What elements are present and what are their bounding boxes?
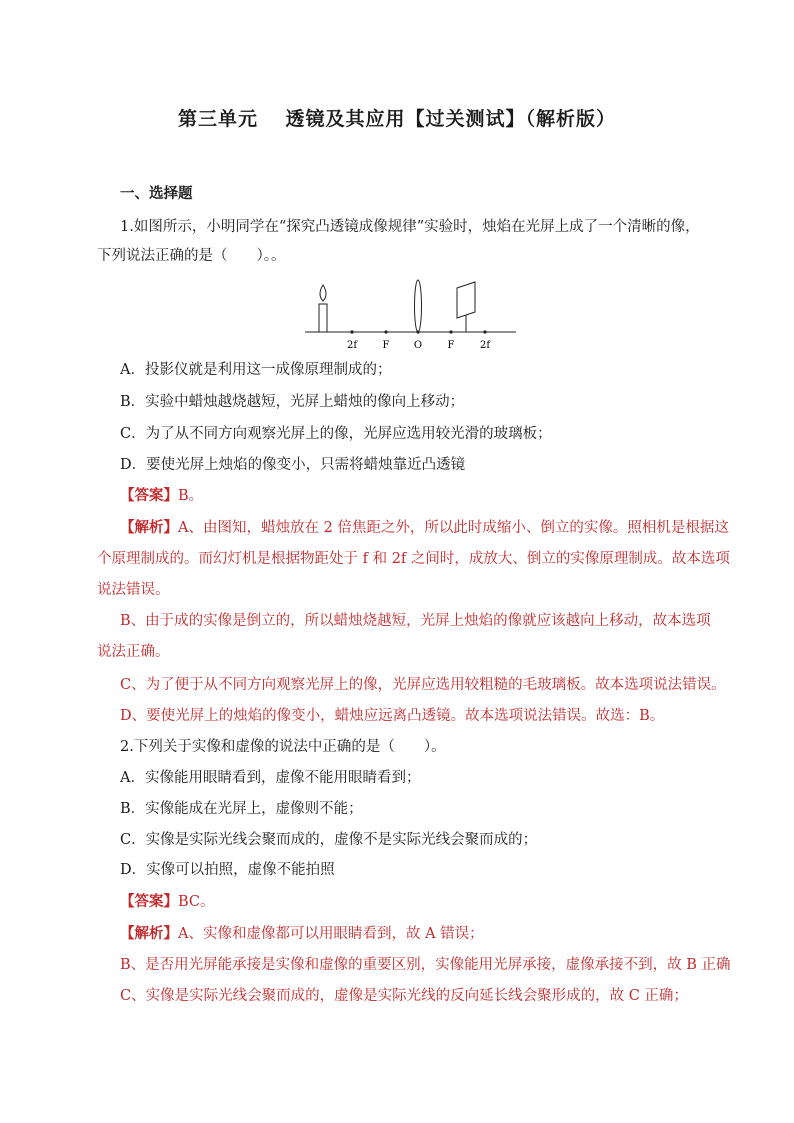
point-f-right <box>449 330 452 333</box>
q1-stem-line-1: 1.如图所示，小明同学在“探究凸透镜成像规律”实验时，烛焰在光屏上成了一个清晰的像， <box>120 219 700 235</box>
answer-value: B。 <box>178 488 204 504</box>
convex-lens-experiment-diagram <box>300 275 520 355</box>
section-heading: 一、选择题 <box>120 185 193 202</box>
analysis-text: A、由图知，蜡烛放在 2 倍焦距之外，所以此时成缩小、倒立的实像。照相机是根据这 <box>178 520 729 536</box>
label-2f-right: 2f <box>479 340 491 351</box>
point-f-left <box>384 330 387 333</box>
convex-lens <box>415 280 422 332</box>
light-screen <box>457 282 475 318</box>
label-f-right: F <box>447 340 455 351</box>
answer-tag: 【答案】 <box>120 487 178 504</box>
q2-option-b: B．实像能成在光屏上，虚像则不能； <box>120 801 363 817</box>
analysis-tag: 【解析】 <box>120 519 178 536</box>
label-o: O <box>413 340 423 351</box>
q1-analysis-a-line-2: 个原理制成的。而幻灯机是根据物距处于 f 和 2f 之间时，成放大、倒立的实像原理制成。故本选项 <box>97 551 730 567</box>
q2-stem: 2.下列关于实像和虚像的说法中正确的是（ ）。 <box>120 739 446 755</box>
q1-option-a: A．投影仪就是利用这一成像原理制成的； <box>120 362 392 378</box>
q1-analysis-d: D、要使光屏上的烛焰的像变小，蜡烛应远离凸透镜。故本选项说法错误。故选：B。 <box>120 708 665 724</box>
q1-analysis-b-line-2: 说法正确。 <box>97 644 170 660</box>
candle <box>319 304 327 332</box>
label-2f-left: 2f <box>346 340 358 351</box>
q1-analysis-c: C、为了便于从不同方向观察光屏上的像，光屏应选用较粗糙的毛玻璃板。故本选项说法错误。 <box>120 677 726 693</box>
page-title: 第三单元 透镜及其应用【过关测试】（解析版） <box>177 108 617 130</box>
q1-analysis-a-line-1 <box>120 518 729 538</box>
q2-answer <box>120 892 215 912</box>
q2-option-c: C．实像是实际光线会聚而成的，虚像不是实际光线会聚而成的； <box>120 832 538 848</box>
q1-option-d: D．要使光屏上烛焰的像变小，只需将蜡烛靠近凸透镜 <box>120 457 466 473</box>
q2-analysis-b: B、是否用光屏能承接是实像和虚像的重要区别，实像能用光屏承接，虚像承接不到，故 B 正确 <box>120 957 731 973</box>
analysis-text: A、实像和虚像都可以用眼睛看到，故 A 错误； <box>178 926 484 942</box>
q1-stem-line-2: 下列说法正确的是（ ）。。 <box>97 248 286 264</box>
q2-analysis-c: C、实像是实际光线会聚而成的，虚像是实际光线的反向延长线会聚形成的，故 C 正确； <box>120 988 688 1004</box>
q1-analysis-a-line-3: 说法错误。 <box>97 582 170 598</box>
q2-option-a: A．实像能用眼睛看到，虚像不能用眼睛看到； <box>120 770 421 786</box>
candle-flame <box>320 285 326 301</box>
q1-analysis-b-line-1: B、由于成的实像是倒立的，所以蜡烛烧越短，光屏上烛焰的像就应该越向上移动，故本选项 <box>120 613 711 629</box>
answer-tag: 【答案】 <box>120 893 178 910</box>
point-2f-right <box>483 330 486 333</box>
point-o <box>416 330 419 333</box>
q1-option-b: B．实验中蜡烛越烧越短，光屏上蜡烛的像向上移动； <box>120 394 465 410</box>
analysis-tag: 【解析】 <box>120 925 178 942</box>
q1-answer <box>120 486 203 506</box>
label-f-left: F <box>382 340 390 351</box>
q2-option-d: D．实像可以拍照，虚像不能拍照 <box>120 862 335 878</box>
q1-option-c: C．为了从不同方向观察光屏上的像，光屏应选用较光滑的玻璃板； <box>120 426 552 442</box>
point-2f-left <box>350 330 353 333</box>
answer-value: BC。 <box>178 894 215 910</box>
q2-analysis-a <box>120 924 484 944</box>
